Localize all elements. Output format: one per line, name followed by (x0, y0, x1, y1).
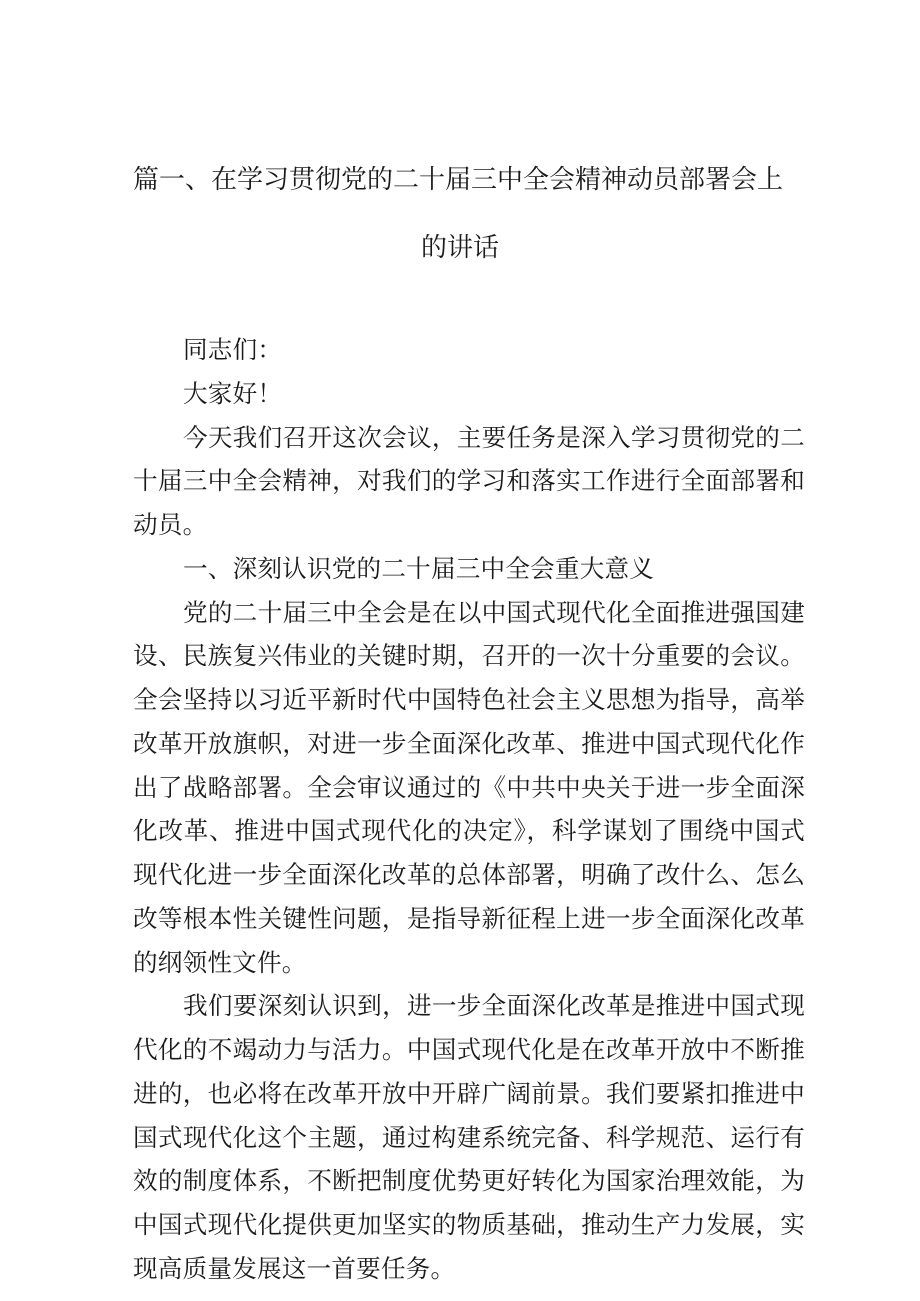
paragraph-intro: 今天我们召开这次会议，主要任务是深入学习贯彻党的二十届三中全会精神，对我们的学习和落实工作进行全面部署和动员。 (133, 422, 805, 539)
salutation: 同志们： (183, 335, 283, 364)
paragraph-reform: 我们要深刻认识到，进一步全面深化改革是推进中国式现代化的不竭动力与活力。中国式现代化是在改革开放中不断推进的，也必将在改革开放中开辟广阔前景。我们要紧扣推进中国式现代化这个主题，通过构建系统完备、科学规范、运行有效的制度体系，不断把制度优势更好转化为国家治理效能，为中国式现代化提供更加坚实的物质基础，推动生产力发展，实现高质量发展这一首要任务。 (133, 991, 805, 1283)
document-title-line-2: 的讲话 (420, 233, 499, 263)
greeting: 大家好！ (183, 378, 283, 408)
document-body (133, 328, 805, 1291)
section-heading: 一、深刻认识党的二十届三中全会重大意义 (183, 553, 655, 583)
document-title-line-1: 篇一、在学习贯彻党的二十届三中全会精神动员部署会上 (133, 165, 784, 195)
paragraph-significance: 党的二十届三中全会是在以中国式现代化全面推进强国建设、民族复兴伟业的关键时期，召开的一次十分重要的会议。全会坚持以习近平新时代中国特色社会主义思想为指导，高举改革开放旗帜，对进一步全面深化改革、推进中国式现代化作出了战略部署。全会审议通过的《中共中央关于进一步全面深化改革、推进中国式现代化的决定》，科学谋划了围绕中国式现代化进一步全面深化改革的总体部署，明确了改什么、怎么改等根本性关键性问题，是指导新征程上进一步全面深化改革的纲领性文件。 (133, 597, 805, 977)
